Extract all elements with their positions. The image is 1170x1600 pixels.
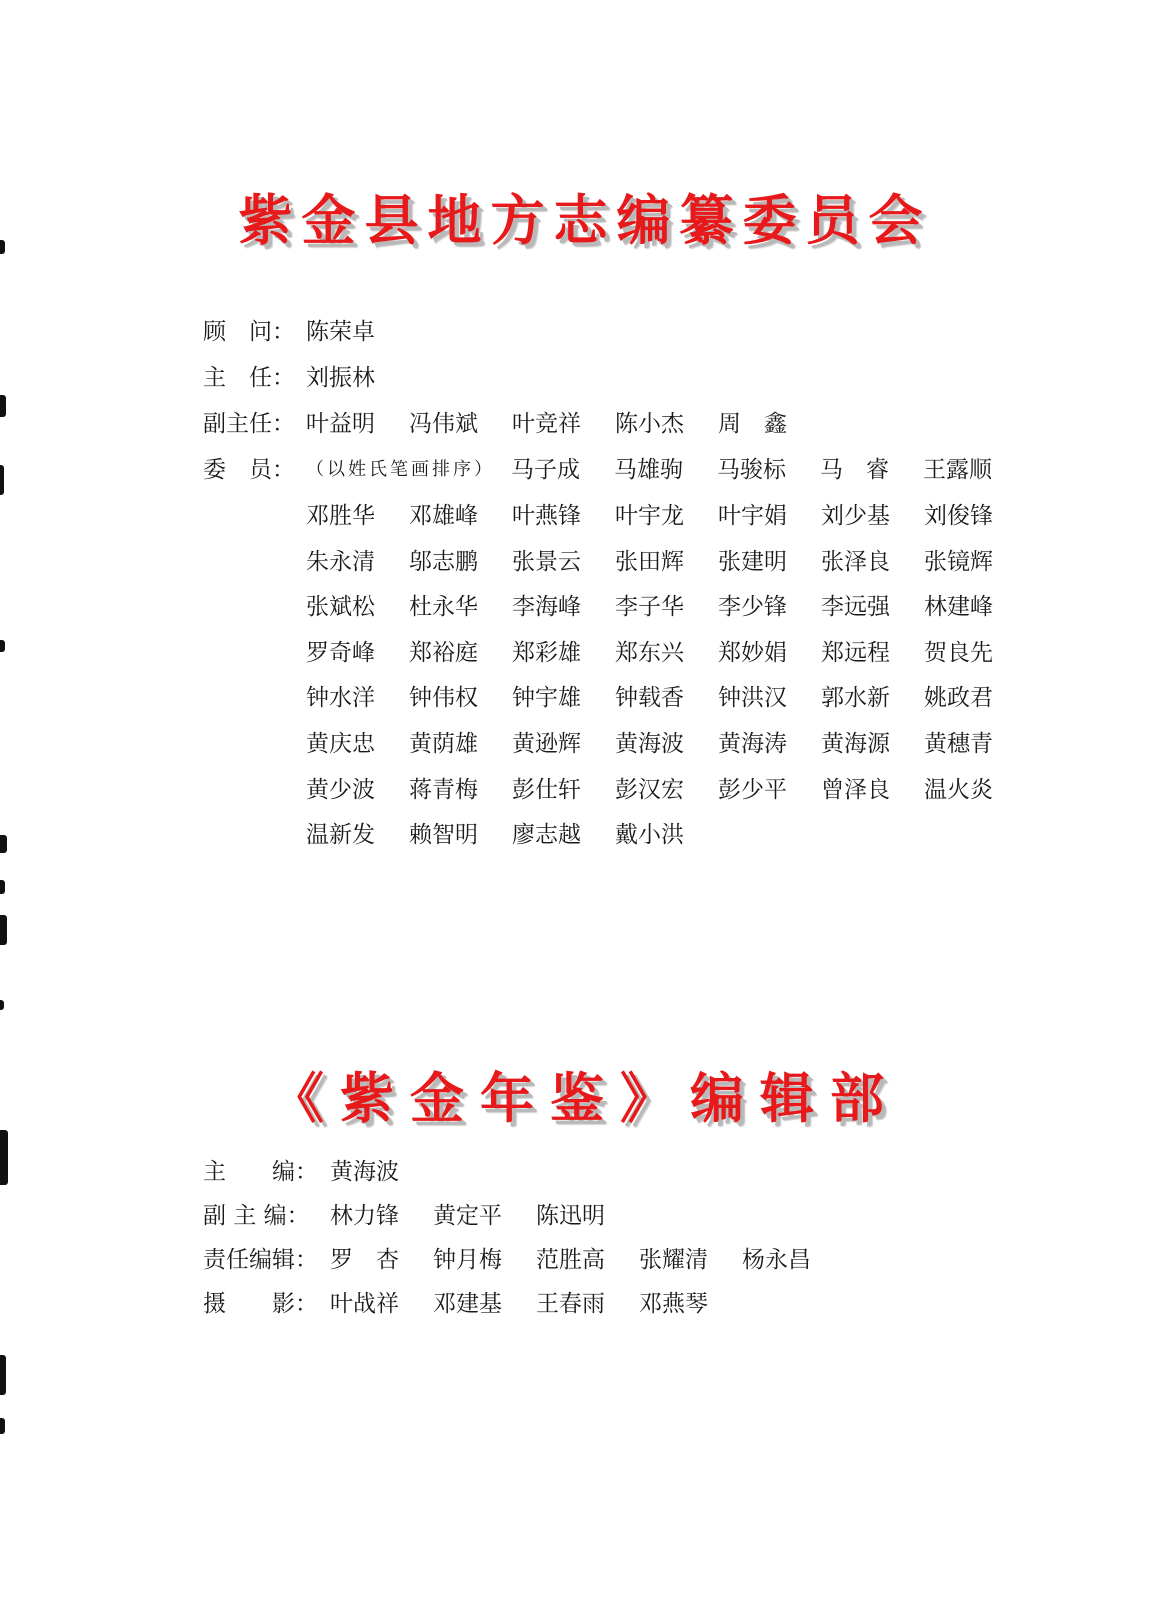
advisor-label: 顾 问： [203,319,295,345]
member-name: 钟水洋 [306,685,375,712]
member-name: 黄庆忠 [306,731,375,757]
member-name: 李少锋 [718,594,787,621]
responsible-editor-name: 罗 杏 [330,1247,399,1273]
member-name: 张泽良 [821,548,890,575]
member-name: 张田辉 [615,548,684,575]
member-name: 蒋青梅 [409,776,478,803]
member-name: 罗奇峰 [306,639,375,666]
responsible-editor-name: 张耀清 [639,1247,708,1273]
member-name: 张景云 [512,548,581,575]
advisor-name: 陈荣卓 [306,319,375,345]
deputy-chief-editor-label: 副 主 编： [203,1203,310,1229]
member-name: 姚政君 [924,685,993,712]
member-name: 贺良先 [924,639,993,666]
member-name: 黄穗青 [924,731,993,757]
member-name: 郑远程 [821,639,890,666]
member-name: 郑东兴 [615,639,684,666]
photographer-name: 邓燕琴 [639,1291,708,1317]
member-name: 张镜辉 [924,548,993,575]
deputy-director-name: 陈小杰 [615,411,684,437]
responsible-editor-name: 范胜高 [536,1247,605,1273]
member-name: 朱永清 [306,548,375,575]
chief-editor-name: 黄海波 [330,1159,399,1185]
director-name: 刘振林 [306,365,375,391]
member-name: 戴小洪 [615,822,684,849]
chief-editor-label: 主 编： [203,1159,318,1185]
member-name: 林建峰 [924,594,993,621]
deputy-chief-editor-name: 黄定平 [433,1203,502,1229]
member-name: 张建明 [718,548,787,575]
member-name: 曾泽良 [821,776,890,803]
member-name: 黄海涛 [718,731,787,757]
member-name: 温火炎 [924,776,993,803]
committee-title: 紫金县地方志编纂委员会 [238,188,932,252]
member-name: 刘俊锋 [924,503,993,529]
member-name: 马骏标 [717,457,786,483]
deputy-director-name: 周 鑫 [718,411,787,437]
member-name: 叶燕锋 [512,503,581,529]
member-name: 彭仕轩 [512,776,581,803]
responsible-editor-name: 杨永昌 [742,1247,811,1273]
member-name: 黄海源 [821,731,890,757]
member-name: 叶宇龙 [615,503,684,529]
member-name: 郑彩雄 [512,639,581,666]
member-name: 钟伟权 [409,685,478,712]
deputy-chief-editor-name: 林力锋 [330,1203,399,1229]
member-name: 王露顺 [923,457,992,483]
member-name: 温新发 [306,822,375,849]
member-name: 黄逊辉 [512,731,581,757]
members-order-note: （以姓氏笔画排序） [306,459,495,480]
member-name: 廖志越 [512,822,581,849]
member-name: 邓胜华 [306,503,375,529]
member-name: 张斌松 [306,594,375,621]
responsible-editors-label: 责任编辑： [203,1247,318,1273]
member-name: 彭汉宏 [615,776,684,803]
member-name: 杜永华 [409,594,478,621]
photographer-name: 叶战祥 [330,1291,399,1317]
member-name: 马子成 [511,457,580,483]
member-name: 郭水新 [821,685,890,712]
photography-label: 摄 影： [203,1291,318,1317]
photographer-name: 王春雨 [536,1291,605,1317]
member-name: 黄荫雄 [409,731,478,757]
deputy-director-label: 副主任： [203,411,295,437]
deputy-director-name: 叶竞祥 [512,411,581,437]
member-name: 邓雄峰 [409,503,478,529]
member-name: 黄海波 [615,731,684,757]
member-name: 郑妙娟 [718,639,787,666]
photographer-name: 邓建基 [433,1291,502,1317]
deputy-director-name: 冯伟斌 [409,411,478,437]
members-label: 委 员： [203,457,295,483]
member-name: 叶宇娟 [718,503,787,529]
editorial-title: 《紫金年鉴》编辑部 [270,1066,900,1130]
member-name: 彭少平 [718,776,787,803]
member-name: 李子华 [615,594,684,621]
deputy-chief-editor-name: 陈迅明 [536,1203,605,1229]
member-name: 钟宇雄 [512,685,581,712]
member-name: 钟洪汉 [718,685,787,712]
member-name: 李远强 [821,594,890,621]
responsible-editor-name: 钟月梅 [433,1247,502,1273]
member-name: 郑裕庭 [409,639,478,666]
member-name: 刘少基 [821,503,890,529]
member-name: 赖智明 [409,822,478,849]
deputy-director-name: 叶益明 [306,411,375,437]
member-name: 马雄驹 [614,457,683,483]
member-name: 黄少波 [306,776,375,803]
member-name: 钟载香 [615,685,684,712]
member-name: 马 睿 [820,457,889,483]
member-name: 邬志鹏 [409,548,478,575]
director-label: 主 任： [203,365,295,391]
member-name: 李海峰 [512,594,581,621]
